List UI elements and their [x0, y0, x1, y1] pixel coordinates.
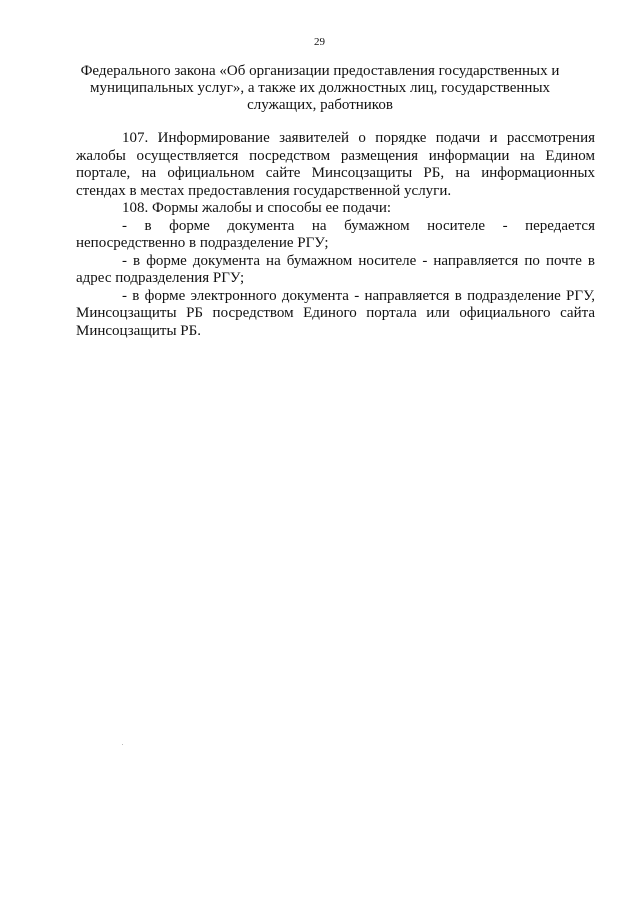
heading-line: Федерального закона «Об организации предоставления государственных и — [80, 63, 560, 79]
text-line: 108. Формы жалобы и способы ее подачи: — [122, 200, 392, 216]
section-heading — [80, 63, 560, 114]
text-line: адрес подразделения РГУ; — [76, 270, 245, 286]
page-number: 29 — [314, 36, 325, 48]
list-item-paper-direct — [76, 218, 595, 253]
text-line: стендах в местах предоставления государственной услуги. — [76, 182, 452, 199]
scan-artifact — [122, 744, 123, 745]
list-item-paper-mail — [76, 253, 595, 288]
paragraph-107 — [76, 130, 595, 200]
list-item-electronic — [76, 288, 595, 341]
document-body — [76, 130, 595, 340]
text-line: жалобы осуществляется посредством размещения информации на Едином — [76, 147, 595, 164]
text-line: Минсоцзащиты РБ. — [76, 322, 202, 339]
text-line: Минсоцзащиты РБ посредством Единого портала или официального сайта — [76, 305, 595, 321]
heading-line: муниципальных услуг», а также их должностных лиц, государственных — [89, 80, 551, 96]
text-line: - в форме документа на бумажном носителе - направляется по почте в — [122, 252, 595, 269]
heading-line: служащих, работников — [247, 97, 393, 113]
paragraph-108 — [76, 200, 595, 218]
text-line: непосредственно в подразделение РГУ; — [76, 235, 329, 251]
text-line: портале, на официальном сайте Минсоцзащиты РБ, на информационных — [76, 165, 595, 181]
text-line: 107. Информирование заявителей о порядке подачи и рассмотрения — [122, 130, 595, 146]
text-line: - в форме электронного документа - направляется в подразделение РГУ, — [122, 287, 595, 304]
text-line: - в форме документа на бумажном носителе - передается — [122, 217, 595, 234]
